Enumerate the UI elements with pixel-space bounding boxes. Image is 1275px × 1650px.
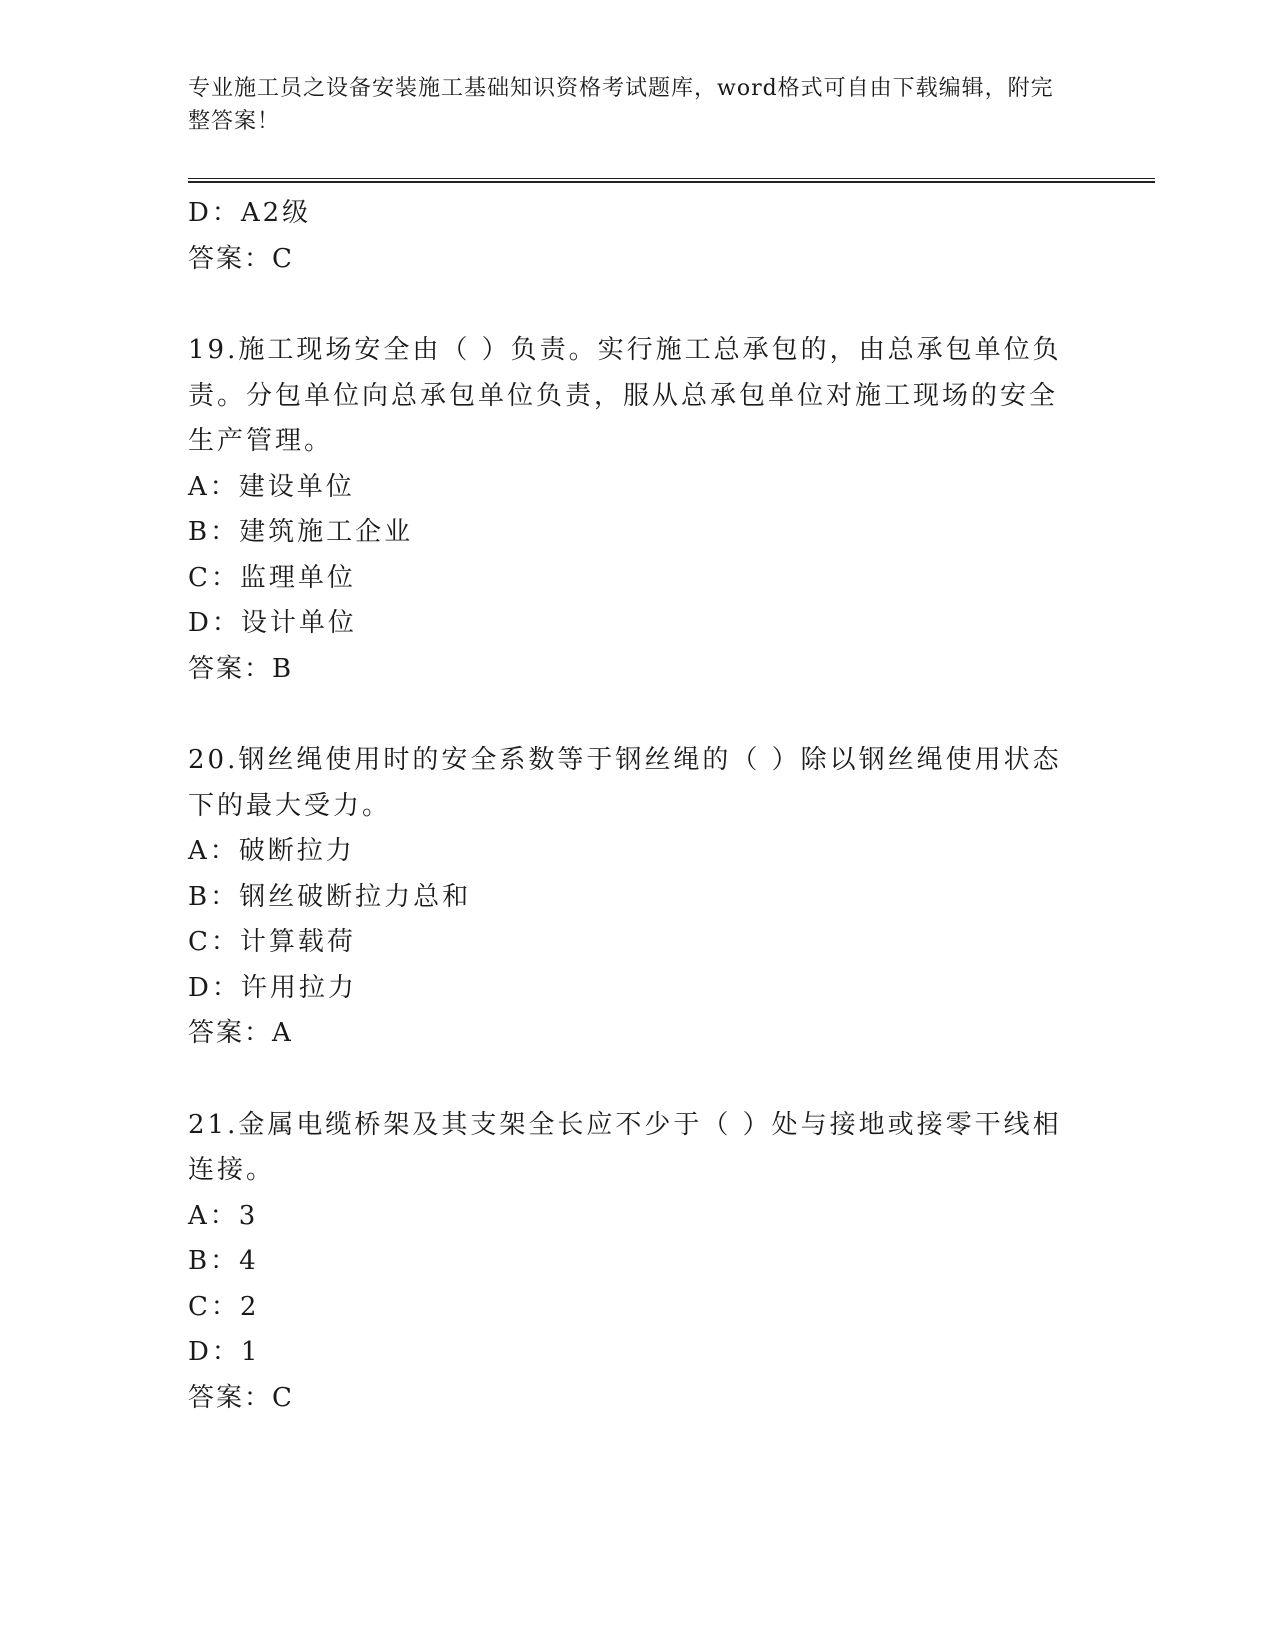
option-c: C：监理单位 [188,562,356,593]
question-stem: 20.钢丝绳使用时的安全系数等于钢丝绳的（ ）除以钢丝绳使用状态下的最大受力。 [188,745,1062,821]
spacer [188,282,1068,328]
option-b: B：钢丝破断拉力总和 [188,881,472,912]
question-19 [188,328,1068,692]
header-divider [188,178,1155,183]
option-b: B：4 [188,1246,259,1276]
option-a: A：3 [188,1200,259,1231]
question-stem: 19.施工现场安全由（ ）负责。实行施工总承包的，由总承包单位负责。分包单位向总承包单位负责，服从总承包单位对施工现场的安全生产管理。 [188,335,1062,456]
answer: 答案：A [188,1018,293,1048]
answer: 答案：C [188,1382,294,1413]
option-a: A：建设单位 [188,471,355,502]
option-d: D：设计单位 [188,608,357,638]
spacer [188,692,1068,738]
question-21 [188,1103,1068,1422]
option-d: D：许用拉力 [188,972,357,1003]
option-c: C：计算载荷 [188,927,356,957]
question-content [188,191,1068,1421]
option-b: B：建筑施工企业 [188,517,414,547]
option-a: A：破断拉力 [188,836,355,866]
spacer [188,1057,1068,1103]
question-stem: 21.金属电缆桥架及其支架全长应不少于（ ）处与接地或接零干线相连接。 [188,1109,1062,1185]
option-d: D：1 [188,1337,261,1367]
question-20 [188,738,1068,1057]
prev-option-d: D：A2级 [188,198,312,228]
option-c: C：2 [188,1291,260,1322]
answer: 答案：B [188,653,294,684]
document-header: 专业施工员之设备安装施工基础知识资格考试题库，word格式可自由下载编辑，附完整答案！ [188,76,1054,134]
prev-answer: 答案：C [188,243,294,274]
